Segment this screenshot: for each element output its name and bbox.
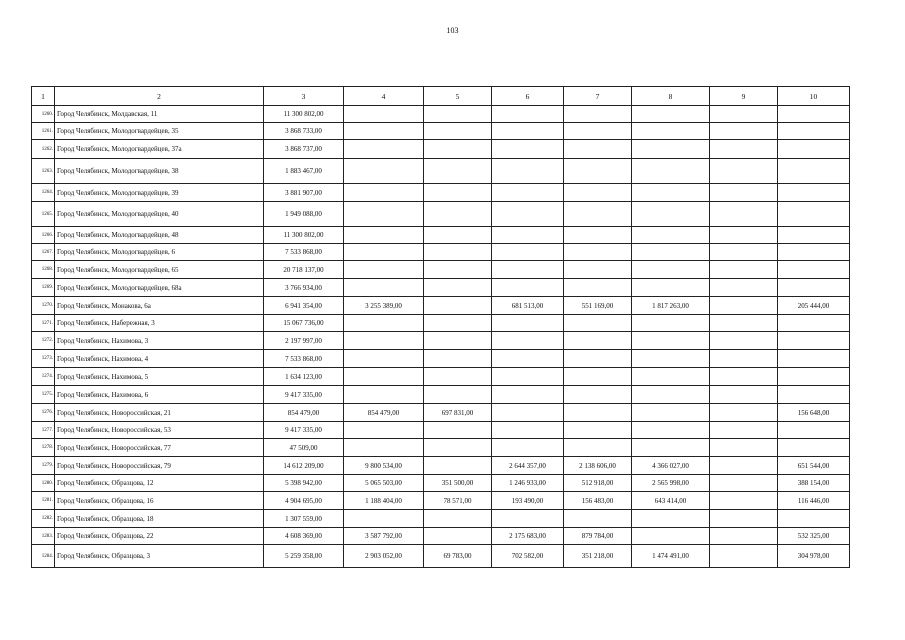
- address-cell: Город Челябинск, Молодогвардейцев, 48: [55, 227, 264, 244]
- value-cell: [632, 184, 710, 202]
- value-cell: 2 565 998,00: [632, 475, 710, 492]
- row-number: 1273.: [32, 350, 55, 368]
- value-cell: [564, 140, 632, 159]
- value-cell: 20 718 137,00: [264, 261, 344, 279]
- value-cell: [492, 159, 564, 184]
- value-cell: 193 490,00: [492, 492, 564, 510]
- address-cell: Город Челябинск, Молдавская, 11: [55, 106, 264, 123]
- value-cell: [632, 106, 710, 123]
- value-cell: [710, 202, 778, 227]
- table-row: [32, 140, 850, 159]
- value-cell: [632, 123, 710, 140]
- address-cell: Город Челябинск, Молодогвардейцев, 38: [55, 159, 264, 184]
- value-cell: [424, 368, 492, 386]
- address-cell: Город Челябинск, Новороссийская, 79: [55, 457, 264, 475]
- value-cell: [710, 244, 778, 261]
- value-cell: [710, 386, 778, 404]
- value-cell: 2 175 683,00: [492, 528, 564, 545]
- value-cell: [632, 279, 710, 297]
- value-cell: [424, 528, 492, 545]
- value-cell: [492, 404, 564, 422]
- value-cell: [564, 159, 632, 184]
- address-cell: Город Челябинск, Молодогвардейцев, 39: [55, 184, 264, 202]
- value-cell: [344, 140, 424, 159]
- value-cell: 854 479,00: [344, 404, 424, 422]
- value-cell: [492, 123, 564, 140]
- value-cell: [778, 368, 850, 386]
- address-cell: Город Челябинск, Молодогвардейцев, 6: [55, 244, 264, 261]
- column-header: 1: [32, 87, 55, 106]
- row-number: 1263.: [32, 159, 55, 184]
- value-cell: 4 904 695,00: [264, 492, 344, 510]
- value-cell: [778, 279, 850, 297]
- row-number: 1261.: [32, 123, 55, 140]
- table-row: [32, 202, 850, 227]
- value-cell: [424, 159, 492, 184]
- value-cell: 3 881 907,00: [264, 184, 344, 202]
- value-cell: [632, 368, 710, 386]
- value-cell: [632, 227, 710, 244]
- value-cell: [778, 315, 850, 332]
- value-cell: [424, 350, 492, 368]
- table-row: [32, 475, 850, 492]
- table-row: [32, 422, 850, 439]
- row-number: 1282.: [32, 510, 55, 528]
- value-cell: [344, 422, 424, 439]
- value-cell: 11 300 802,00: [264, 227, 344, 244]
- value-cell: [492, 279, 564, 297]
- value-cell: [564, 368, 632, 386]
- table-row: [32, 244, 850, 261]
- value-cell: 78 571,00: [424, 492, 492, 510]
- value-cell: [492, 227, 564, 244]
- value-cell: [492, 386, 564, 404]
- address-cell: Город Челябинск, Образцова, 18: [55, 510, 264, 528]
- value-cell: [778, 202, 850, 227]
- address-cell: Город Челябинск, Нахимова, 6: [55, 386, 264, 404]
- table-row: [32, 528, 850, 545]
- value-cell: [344, 350, 424, 368]
- value-cell: [632, 422, 710, 439]
- value-cell: [710, 404, 778, 422]
- value-cell: 512 918,00: [564, 475, 632, 492]
- table-row: [32, 457, 850, 475]
- address-cell: Город Челябинск, Нахимова, 3: [55, 332, 264, 350]
- value-cell: 69 783,00: [424, 545, 492, 568]
- value-cell: [492, 261, 564, 279]
- value-cell: 1 949 088,00: [264, 202, 344, 227]
- value-cell: [778, 140, 850, 159]
- value-cell: 854 479,00: [264, 404, 344, 422]
- value-cell: [492, 106, 564, 123]
- value-cell: 351 218,00: [564, 545, 632, 568]
- address-cell: Город Челябинск, Новороссийская, 77: [55, 439, 264, 457]
- value-cell: [424, 510, 492, 528]
- value-cell: 1 307 559,00: [264, 510, 344, 528]
- header-row: [32, 87, 850, 106]
- address-cell: Город Челябинск, Новороссийская, 21: [55, 404, 264, 422]
- row-number: 1278.: [32, 439, 55, 457]
- table-row: [32, 439, 850, 457]
- address-cell: Город Челябинск, Образцова, 3: [55, 545, 264, 568]
- value-cell: 351 500,00: [424, 475, 492, 492]
- value-cell: 4 366 027,00: [632, 457, 710, 475]
- value-cell: [778, 184, 850, 202]
- value-cell: [424, 332, 492, 350]
- value-cell: [710, 510, 778, 528]
- value-cell: [424, 202, 492, 227]
- column-header: 2: [55, 87, 264, 106]
- value-cell: [778, 510, 850, 528]
- value-cell: 7 533 868,00: [264, 350, 344, 368]
- column-header: 3: [264, 87, 344, 106]
- value-cell: 116 446,00: [778, 492, 850, 510]
- value-cell: [344, 386, 424, 404]
- value-cell: 205 444,00: [778, 297, 850, 315]
- address-cell: Город Челябинск, Молодогвардейцев, 40: [55, 202, 264, 227]
- value-cell: 1 817 263,00: [632, 297, 710, 315]
- value-cell: [564, 106, 632, 123]
- value-cell: [710, 184, 778, 202]
- value-cell: [710, 261, 778, 279]
- value-cell: 3 868 733,00: [264, 123, 344, 140]
- table-row: [32, 159, 850, 184]
- value-cell: 9 800 534,00: [344, 457, 424, 475]
- value-cell: [424, 279, 492, 297]
- value-cell: [492, 140, 564, 159]
- table-row: [32, 123, 850, 140]
- value-cell: 5 065 503,00: [344, 475, 424, 492]
- value-cell: 7 533 868,00: [264, 244, 344, 261]
- column-header: 7: [564, 87, 632, 106]
- table-row: [32, 545, 850, 568]
- value-cell: [564, 227, 632, 244]
- value-cell: [424, 184, 492, 202]
- row-number: 1265.: [32, 202, 55, 227]
- value-cell: 643 414,00: [632, 492, 710, 510]
- value-cell: [632, 510, 710, 528]
- row-number: 1283.: [32, 528, 55, 545]
- value-cell: 681 513,00: [492, 297, 564, 315]
- value-cell: 3 868 737,00: [264, 140, 344, 159]
- value-cell: [424, 457, 492, 475]
- value-cell: [492, 332, 564, 350]
- column-header: 5: [424, 87, 492, 106]
- value-cell: [424, 386, 492, 404]
- value-cell: [632, 404, 710, 422]
- value-cell: 702 582,00: [492, 545, 564, 568]
- value-cell: 2 138 606,00: [564, 457, 632, 475]
- value-cell: [710, 227, 778, 244]
- value-cell: [710, 332, 778, 350]
- table-body: [32, 106, 850, 568]
- table-row: [32, 350, 850, 368]
- value-cell: [778, 350, 850, 368]
- table-row: [32, 386, 850, 404]
- value-cell: [424, 140, 492, 159]
- value-cell: 1 246 933,00: [492, 475, 564, 492]
- value-cell: 156 483,00: [564, 492, 632, 510]
- value-cell: [424, 422, 492, 439]
- value-cell: [710, 439, 778, 457]
- value-cell: [424, 123, 492, 140]
- value-cell: 14 612 209,00: [264, 457, 344, 475]
- row-number: 1262.: [32, 140, 55, 159]
- value-cell: [710, 123, 778, 140]
- table-row: [32, 368, 850, 386]
- value-cell: [492, 244, 564, 261]
- value-cell: [632, 439, 710, 457]
- value-cell: [710, 350, 778, 368]
- value-cell: [710, 475, 778, 492]
- value-cell: [564, 404, 632, 422]
- address-cell: Город Челябинск, Молодогвардейцев, 68а: [55, 279, 264, 297]
- value-cell: [632, 140, 710, 159]
- address-cell: Город Челябинск, Молодогвардейцев, 35: [55, 123, 264, 140]
- value-cell: [344, 332, 424, 350]
- value-cell: 5 398 942,00: [264, 475, 344, 492]
- value-cell: [344, 227, 424, 244]
- row-number: 1266.: [32, 227, 55, 244]
- value-cell: [492, 184, 564, 202]
- value-cell: [710, 106, 778, 123]
- value-cell: 11 300 802,00: [264, 106, 344, 123]
- value-cell: 3 255 389,00: [344, 297, 424, 315]
- value-cell: 304 978,00: [778, 545, 850, 568]
- value-cell: [564, 123, 632, 140]
- value-cell: 1 634 123,00: [264, 368, 344, 386]
- value-cell: [632, 315, 710, 332]
- value-cell: [632, 261, 710, 279]
- value-cell: [710, 528, 778, 545]
- value-cell: 2 197 997,00: [264, 332, 344, 350]
- value-cell: [344, 368, 424, 386]
- address-cell: Город Челябинск, Нахимова, 4: [55, 350, 264, 368]
- value-cell: [564, 350, 632, 368]
- address-cell: Город Челябинск, Молодогвардейцев, 37а: [55, 140, 264, 159]
- value-cell: [710, 422, 778, 439]
- page-number: 103: [446, 26, 459, 35]
- row-number: 1281.: [32, 492, 55, 510]
- value-cell: 1 188 404,00: [344, 492, 424, 510]
- row-number: 1280.: [32, 475, 55, 492]
- column-header: 10: [778, 87, 850, 106]
- value-cell: [710, 492, 778, 510]
- value-cell: 1 883 467,00: [264, 159, 344, 184]
- table-row: [32, 184, 850, 202]
- value-cell: [632, 528, 710, 545]
- value-cell: [492, 422, 564, 439]
- value-cell: [424, 315, 492, 332]
- row-number: 1269.: [32, 279, 55, 297]
- value-cell: [632, 350, 710, 368]
- table-row: [32, 315, 850, 332]
- value-cell: [492, 368, 564, 386]
- value-cell: [778, 244, 850, 261]
- value-cell: [632, 332, 710, 350]
- value-cell: [564, 202, 632, 227]
- table-row: [32, 492, 850, 510]
- value-cell: [710, 368, 778, 386]
- value-cell: 5 259 358,00: [264, 545, 344, 568]
- value-cell: [778, 439, 850, 457]
- value-cell: [344, 159, 424, 184]
- row-number: 1277.: [32, 422, 55, 439]
- value-cell: [344, 439, 424, 457]
- value-cell: [492, 202, 564, 227]
- value-cell: [564, 261, 632, 279]
- value-cell: [632, 159, 710, 184]
- value-cell: [424, 227, 492, 244]
- value-cell: [778, 159, 850, 184]
- table-row: [32, 297, 850, 315]
- value-cell: 3 766 934,00: [264, 279, 344, 297]
- value-cell: [710, 159, 778, 184]
- value-cell: 6 941 354,00: [264, 297, 344, 315]
- row-number: 1271.: [32, 315, 55, 332]
- column-header: 4: [344, 87, 424, 106]
- value-cell: [344, 261, 424, 279]
- value-cell: [710, 457, 778, 475]
- value-cell: [778, 227, 850, 244]
- table-row: [32, 227, 850, 244]
- row-number: 1264.: [32, 184, 55, 202]
- value-cell: 15 067 736,00: [264, 315, 344, 332]
- table-row: [32, 510, 850, 528]
- table-row: [32, 279, 850, 297]
- value-cell: [564, 439, 632, 457]
- value-cell: [564, 279, 632, 297]
- value-cell: [778, 123, 850, 140]
- value-cell: [778, 422, 850, 439]
- table-row: [32, 261, 850, 279]
- value-cell: [492, 350, 564, 368]
- value-cell: [778, 386, 850, 404]
- address-cell: Город Челябинск, Монакова, 6а: [55, 297, 264, 315]
- value-cell: [344, 184, 424, 202]
- data-table: [31, 86, 850, 568]
- value-cell: 9 417 335,00: [264, 422, 344, 439]
- value-cell: [710, 315, 778, 332]
- value-cell: 3 587 792,00: [344, 528, 424, 545]
- value-cell: 9 417 335,00: [264, 386, 344, 404]
- value-cell: [344, 202, 424, 227]
- value-cell: [344, 244, 424, 261]
- value-cell: [710, 297, 778, 315]
- value-cell: 551 169,00: [564, 297, 632, 315]
- value-cell: 697 831,00: [424, 404, 492, 422]
- value-cell: 1 474 491,00: [632, 545, 710, 568]
- row-number: 1268.: [32, 261, 55, 279]
- value-cell: 651 544,00: [778, 457, 850, 475]
- value-cell: [710, 140, 778, 159]
- row-number: 1272.: [32, 332, 55, 350]
- row-number: 1267.: [32, 244, 55, 261]
- value-cell: [632, 386, 710, 404]
- value-cell: [492, 510, 564, 528]
- address-cell: Город Челябинск, Набережная, 3: [55, 315, 264, 332]
- value-cell: [564, 244, 632, 261]
- value-cell: [564, 422, 632, 439]
- value-cell: [564, 332, 632, 350]
- row-number: 1275.: [32, 386, 55, 404]
- value-cell: [344, 315, 424, 332]
- row-number: 1284.: [32, 545, 55, 568]
- value-cell: 156 648,00: [778, 404, 850, 422]
- value-cell: [632, 202, 710, 227]
- value-cell: [424, 439, 492, 457]
- row-number: 1260.: [32, 106, 55, 123]
- value-cell: 388 154,00: [778, 475, 850, 492]
- value-cell: [492, 439, 564, 457]
- value-cell: [424, 106, 492, 123]
- value-cell: [344, 510, 424, 528]
- value-cell: [344, 123, 424, 140]
- address-cell: Город Челябинск, Нахимова, 5: [55, 368, 264, 386]
- row-number: 1274.: [32, 368, 55, 386]
- value-cell: [564, 315, 632, 332]
- value-cell: [778, 106, 850, 123]
- value-cell: 532 325,00: [778, 528, 850, 545]
- column-header: 8: [632, 87, 710, 106]
- row-number: 1270.: [32, 297, 55, 315]
- row-number: 1276.: [32, 404, 55, 422]
- value-cell: [632, 244, 710, 261]
- value-cell: 4 608 369,00: [264, 528, 344, 545]
- column-header: 9: [710, 87, 778, 106]
- value-cell: 879 784,00: [564, 528, 632, 545]
- value-cell: 2 903 052,00: [344, 545, 424, 568]
- value-cell: [564, 184, 632, 202]
- table-row: [32, 106, 850, 123]
- value-cell: [344, 279, 424, 297]
- value-cell: [778, 332, 850, 350]
- column-header: 6: [492, 87, 564, 106]
- table-row: [32, 332, 850, 350]
- address-cell: Город Челябинск, Образцова, 12: [55, 475, 264, 492]
- table-row: [32, 404, 850, 422]
- value-cell: 2 644 357,00: [492, 457, 564, 475]
- value-cell: [344, 106, 424, 123]
- value-cell: [424, 261, 492, 279]
- address-cell: Город Челябинск, Молодогвардейцев, 65: [55, 261, 264, 279]
- value-cell: [492, 315, 564, 332]
- value-cell: [778, 261, 850, 279]
- value-cell: [710, 545, 778, 568]
- value-cell: [564, 386, 632, 404]
- address-cell: Город Челябинск, Новороссийская, 53: [55, 422, 264, 439]
- value-cell: [424, 297, 492, 315]
- value-cell: [710, 279, 778, 297]
- address-cell: Город Челябинск, Образцова, 16: [55, 492, 264, 510]
- value-cell: [424, 244, 492, 261]
- address-cell: Город Челябинск, Образцова, 22: [55, 528, 264, 545]
- row-number: 1279.: [32, 457, 55, 475]
- value-cell: 47 509,00: [264, 439, 344, 457]
- value-cell: [564, 510, 632, 528]
